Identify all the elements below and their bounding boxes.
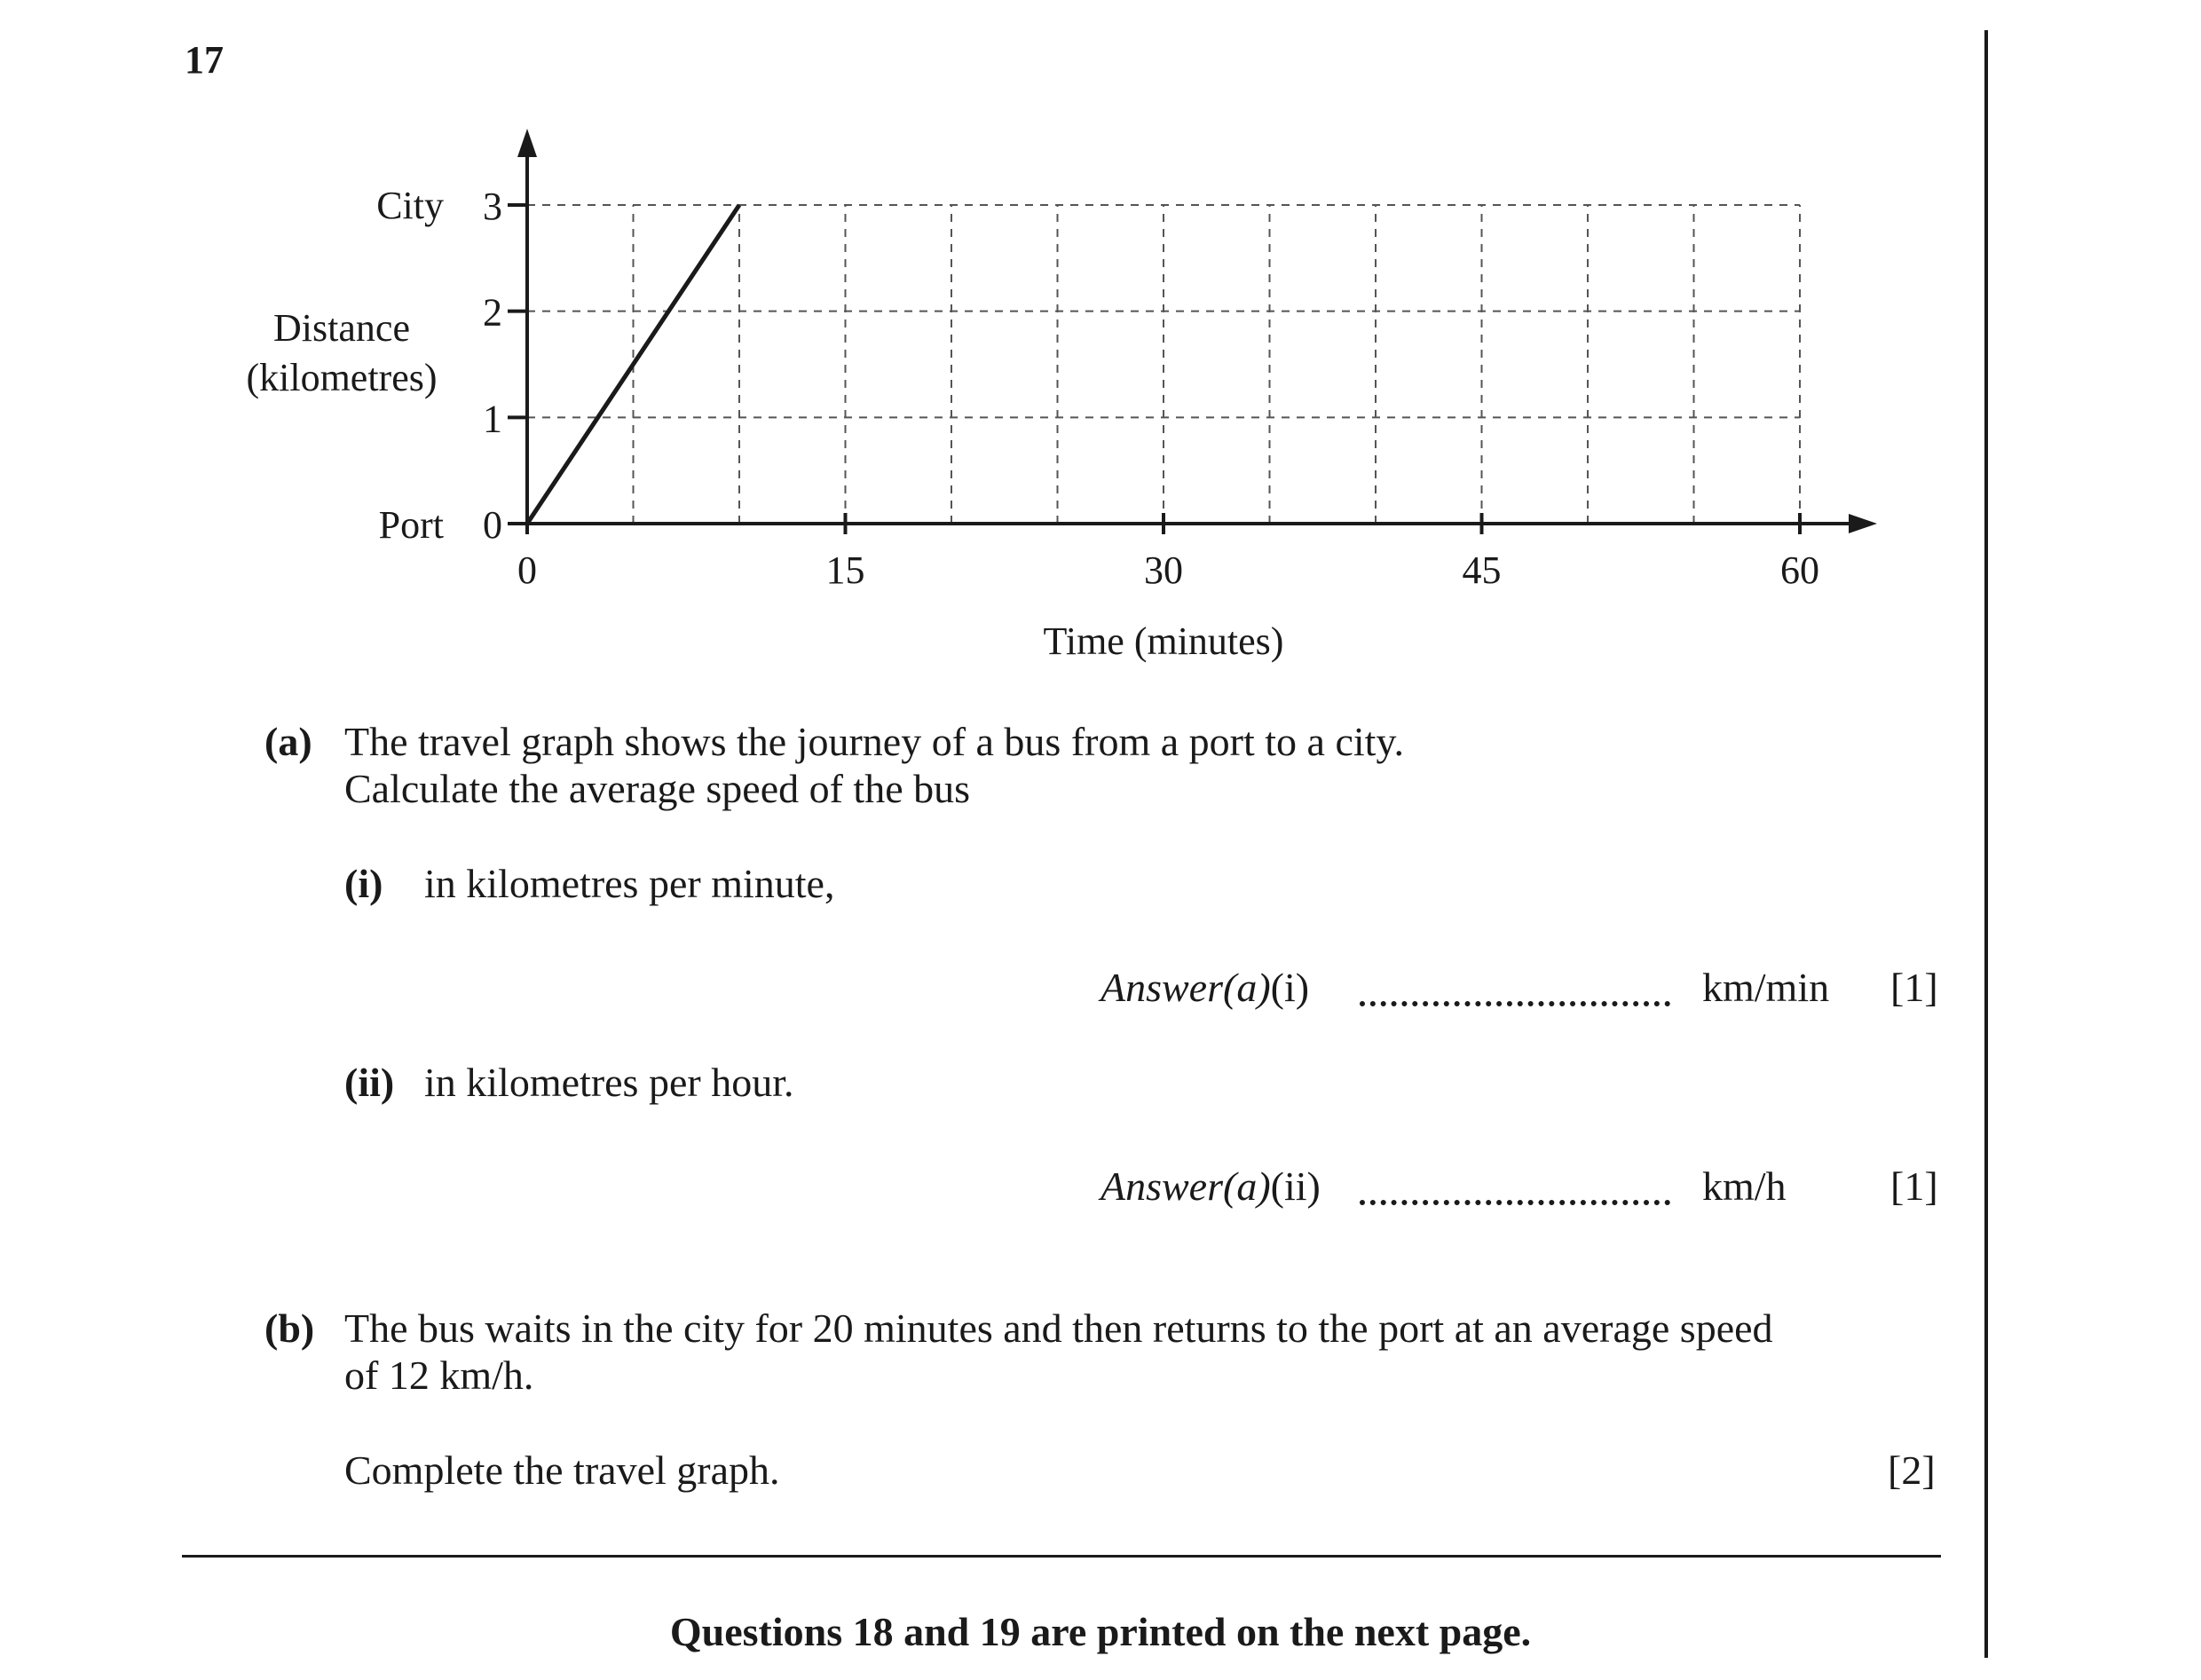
x-tick-label-30: 30: [1144, 548, 1183, 592]
question-number: 17: [185, 38, 224, 82]
x-tick-label-60: 60: [1780, 548, 1819, 592]
part-b-instruction: Complete the travel graph.: [344, 1447, 780, 1493]
x-tick-label-45: 45: [1462, 548, 1502, 592]
part-a-line1: The travel graph shows the journey of a bus from a port to a city.: [344, 719, 1404, 764]
grid-lines: [527, 205, 1800, 524]
y-axis-title-line2: (kilometres): [246, 356, 438, 399]
answer-a-ii-label: Answer(a)(ii): [1100, 1163, 1321, 1209]
y-label-city: City: [376, 184, 444, 227]
answer-a-i-unit: km/min: [1702, 965, 1830, 1010]
x-tick-label-15: 15: [825, 548, 865, 592]
answer-a-i-marks: [1]: [1890, 965, 1938, 1010]
y-tick-label-3: 3: [483, 185, 502, 228]
part-b-label: (b): [264, 1305, 315, 1351]
answer-a-i-line[interactable]: [1360, 1001, 1670, 1006]
part-a-line2: Calculate the average speed of the bus: [344, 766, 971, 811]
x-axis-title: Time (minutes): [1043, 619, 1284, 663]
answer-a-ii-line[interactable]: [1360, 1200, 1670, 1205]
part-a-ii-text: in kilometres per hour.: [424, 1060, 794, 1105]
margin-rule: [1984, 30, 1988, 1658]
part-a-label: (a): [264, 719, 312, 764]
y-label-port: Port: [378, 503, 444, 547]
x-axis-arrow: [1849, 514, 1877, 533]
bottom-rule: [182, 1555, 1941, 1558]
y-axis-title-line1: Distance: [273, 306, 410, 350]
answer-a-ii-marks: [1]: [1890, 1163, 1938, 1209]
y-tick-label-1: 1: [483, 397, 502, 441]
travel-graph: [0, 0, 2201, 710]
part-b-marks: [2]: [1888, 1447, 1936, 1493]
answer-a-ii-unit: km/h: [1702, 1163, 1787, 1209]
y-tick-label-2: 2: [483, 290, 502, 335]
axes: [517, 129, 1877, 533]
y-axis-arrow: [517, 129, 537, 157]
part-b-line1: The bus waits in the city for 20 minutes and then returns to the port at an average speed: [344, 1305, 1773, 1351]
x-tick-label-0: 0: [517, 548, 537, 592]
part-a-ii-label: (ii): [344, 1060, 395, 1105]
part-a-i-text: in kilometres per minute,: [424, 861, 835, 906]
footer-note: Questions 18 and 19 are printed on the next page.: [669, 1609, 1532, 1654]
part-a-i-label: (i): [344, 861, 383, 906]
y-tick-label-0: 0: [483, 503, 502, 547]
answer-a-i-label: Answer(a)(i): [1100, 965, 1310, 1010]
part-b-line2: of 12 km/h.: [344, 1353, 534, 1398]
